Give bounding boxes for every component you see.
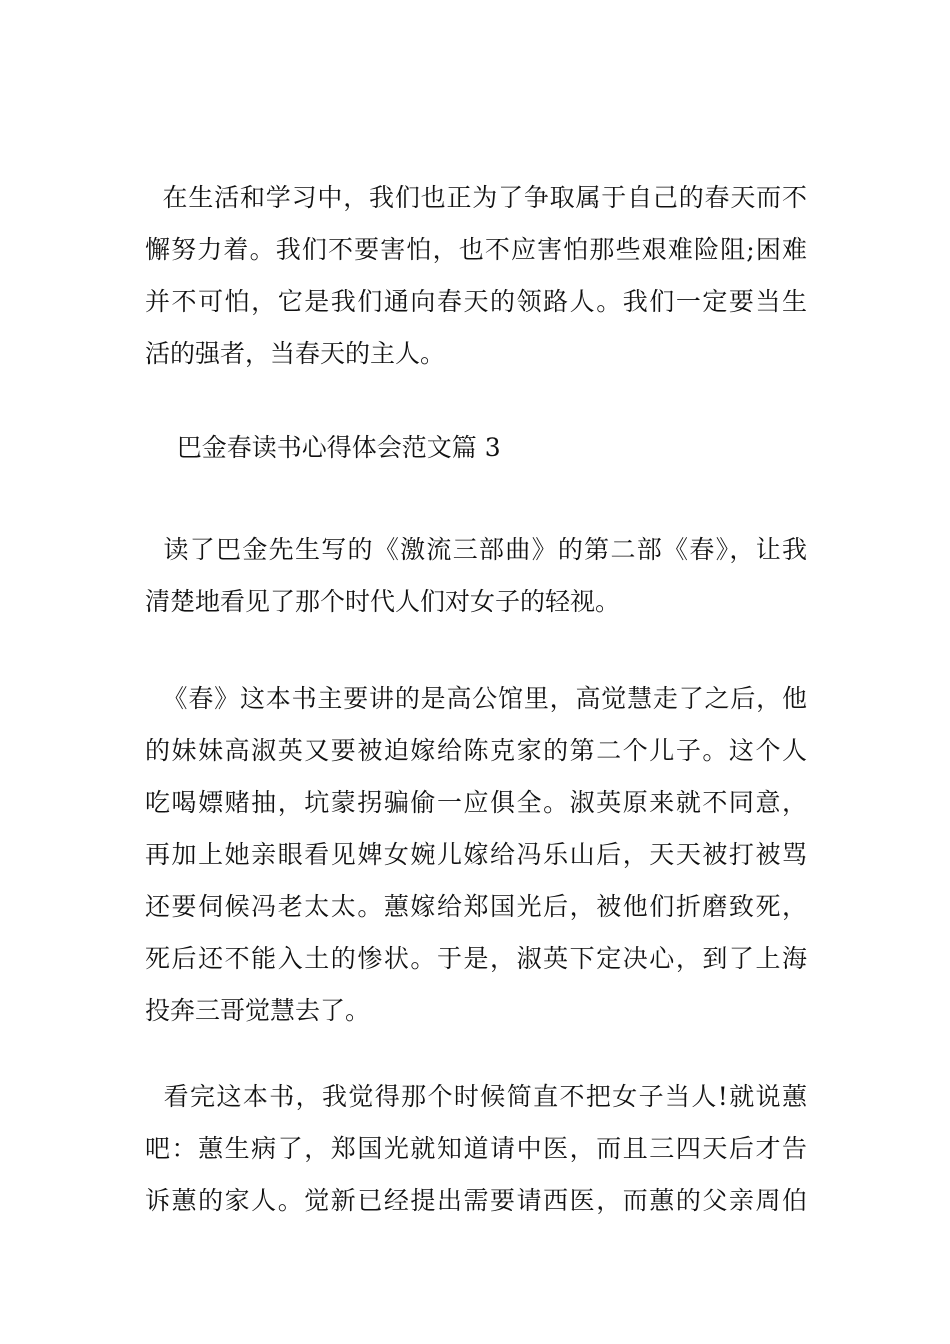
paragraph-line: 的妹妹高淑英又要被迫嫁给陈克家的第二个儿子。这个人 [145, 736, 807, 765]
paragraph-line: 诉蕙的家人。觉新已经提出需要请西医，而蕙的父亲周伯 [145, 1186, 807, 1215]
paragraph-line: 死后还不能入土的惨状。于是，淑英下定决心，到了上海 [145, 944, 807, 973]
paragraph-line: 读了巴金先生写的《激流三部曲》的第二部《春》，让我 [145, 535, 807, 564]
paragraph-1 [145, 172, 807, 380]
paragraph-line: 懈努力着。我们不要害怕，也不应害怕那些艰难险阻;困难 [145, 235, 807, 264]
paragraph-line: 在生活和学习中，我们也正为了争取属于自己的春天而不 [145, 183, 807, 212]
paragraph-3 [145, 673, 807, 1037]
paragraph-line: 再加上她亲眼看见婢女婉儿嫁给冯乐山后，天天被打被骂 [145, 840, 807, 869]
paragraph-line: 活的强者，当春天的主人。 [145, 339, 446, 368]
paragraph-4 [145, 1071, 807, 1227]
paragraph-line: 吧：蕙生病了，郑国光就知道请中医，而且三四天后才告 [145, 1134, 807, 1163]
paragraph-2 [145, 524, 807, 628]
paragraph-line: 清楚地看见了那个时代人们对女子的轻视。 [145, 587, 621, 616]
section-heading [145, 422, 807, 474]
paragraph-line: 并不可怕，它是我们通向春天的领路人。我们一定要当生 [145, 287, 807, 316]
paragraph-line: 《春》这本书主要讲的是高公馆里，高觉慧走了之后，他 [145, 684, 807, 713]
heading-text: 巴金春读书心得体会范文篇 3 [145, 433, 501, 462]
paragraph-line: 还要伺候冯老太太。蕙嫁给郑国光后，被他们折磨致死， [145, 892, 807, 921]
paragraph-line: 投奔三哥觉慧去了。 [145, 996, 371, 1025]
paragraph-line: 看完这本书，我觉得那个时候简直不把女子当人!就说蕙 [145, 1082, 807, 1111]
paragraph-line: 吃喝嫖赌抽，坑蒙拐骗偷一应俱全。淑英原来就不同意， [145, 788, 807, 817]
